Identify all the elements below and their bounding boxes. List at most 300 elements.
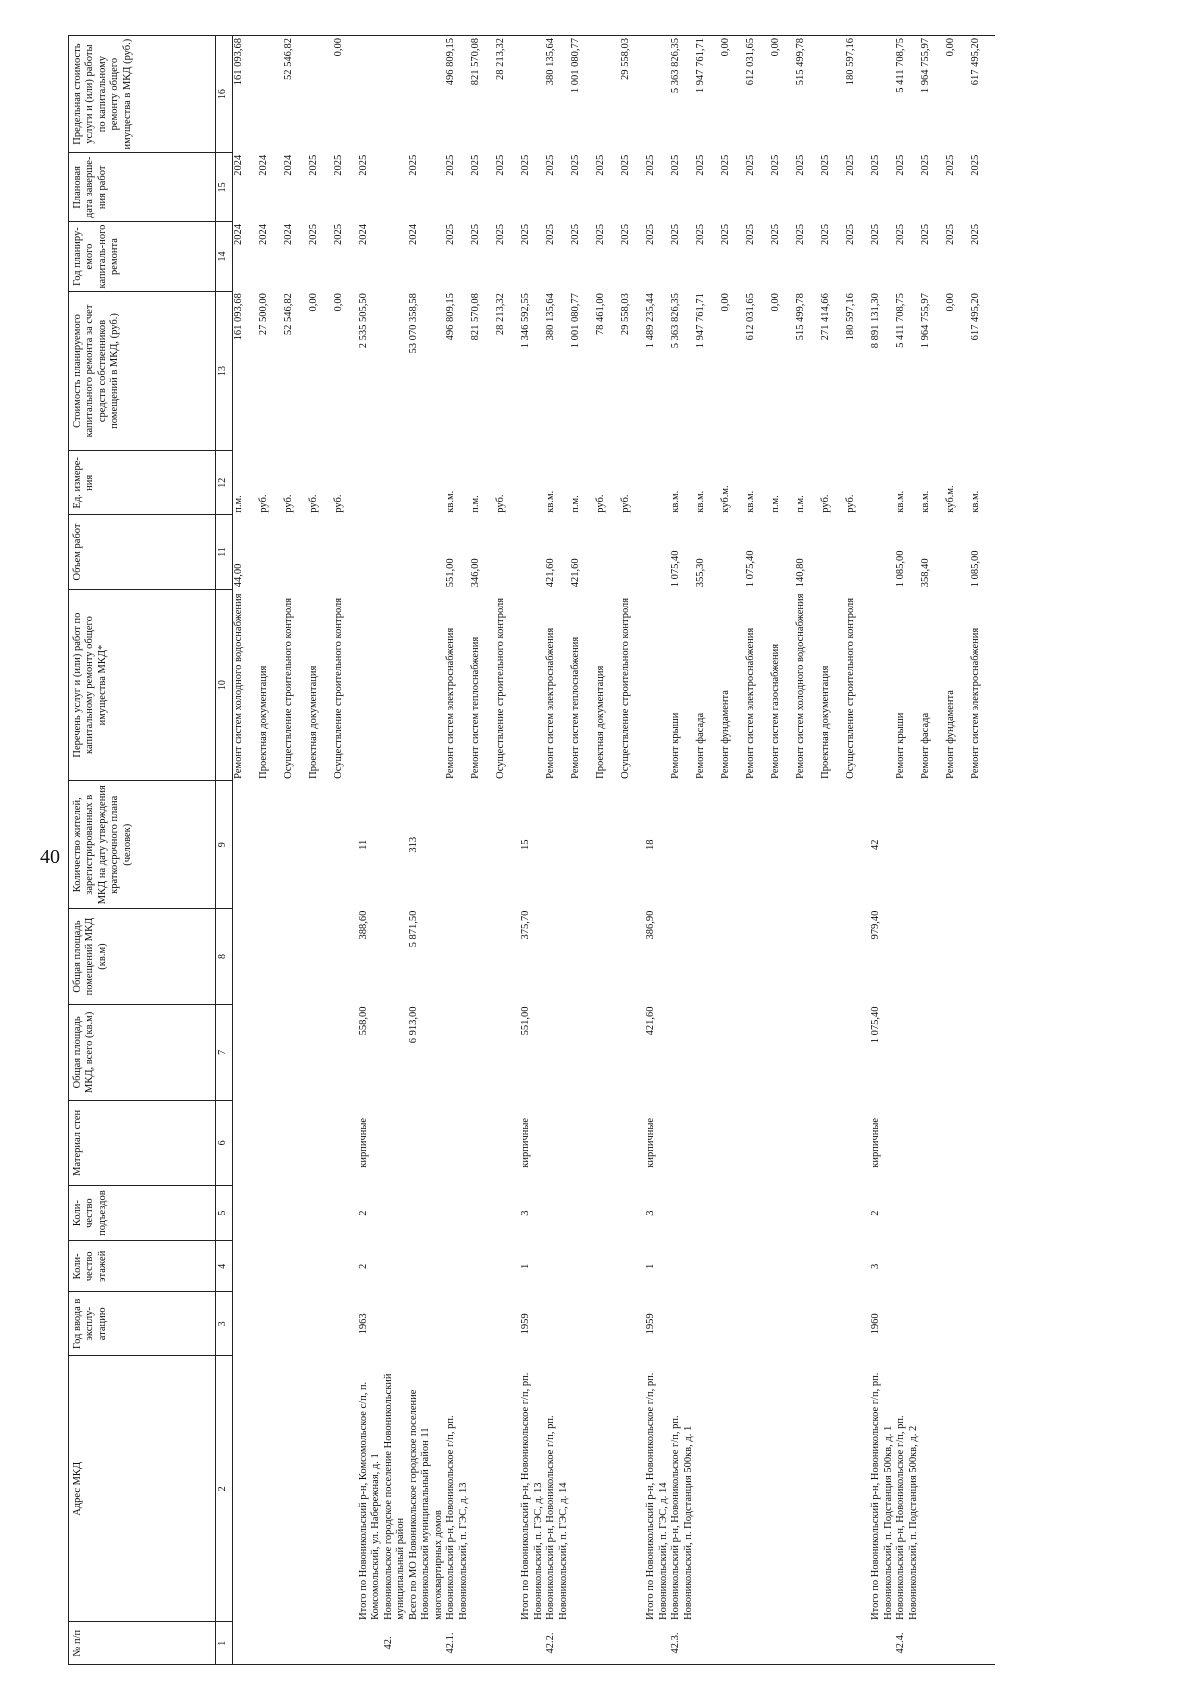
cell-col-4	[820, 1241, 845, 1292]
cell-col-3	[795, 1292, 820, 1356]
cell-col-2	[720, 1356, 745, 1622]
table-row	[645, 36, 670, 1665]
cell-col-14: 2025	[570, 223, 582, 245]
cell-col-11: 1 085,00	[970, 550, 982, 588]
cell-col-6	[408, 1100, 445, 1185]
cell-col-4	[470, 1241, 495, 1292]
cell-col-14: 2025	[770, 223, 782, 245]
cell-col-15: 2025	[770, 154, 782, 176]
cell-col-2	[283, 1356, 308, 1622]
cell-col-12: п.м.	[470, 495, 482, 513]
cell-col-2: Итого по Новоникольский р-н, Комсомольское с/п, п. Комсомольский, ул. Набережная, д. 1	[358, 1381, 382, 1620]
cell-col-6	[770, 1100, 795, 1185]
cell-col-15: 2024	[258, 154, 269, 176]
cell-col-16: 5 411 708,75	[895, 36, 920, 153]
column-number-16: 16	[216, 36, 233, 153]
cell-col-11: 1 075,40	[670, 550, 682, 588]
cell-col-5	[545, 1185, 570, 1240]
cell-col-13: 78 461,00	[595, 293, 607, 336]
cell-col-3: 1959	[645, 1313, 657, 1335]
cell-col-8	[920, 909, 945, 1005]
column-number-4: 4	[216, 1241, 233, 1292]
cell-col-11: 346,00	[470, 558, 482, 588]
table-row	[620, 36, 645, 1665]
cell-col-10: Ремонт систем газоснабжения	[770, 643, 782, 779]
cell-col-7	[570, 1004, 595, 1100]
column-number-10: 10	[216, 589, 233, 781]
cell-col-13: 0,00	[333, 293, 344, 312]
cell-col-8	[308, 909, 333, 1005]
cell-col-15: 2025	[358, 154, 369, 176]
cell-col-13: 161 093,68	[233, 293, 244, 341]
column-header-16: Предельная стоимость услуги и (или) работы по капитальному ремонту общего имущества в МКД (руб.)	[69, 36, 216, 153]
cell-col-11: 551,00	[445, 558, 457, 588]
cell-col-2	[470, 1356, 495, 1622]
column-number-12: 12	[216, 451, 233, 515]
cell-col-3	[745, 1292, 770, 1356]
cell-col-13: 0,00	[720, 293, 732, 312]
cell-col-3	[970, 1292, 995, 1356]
cell-col-7	[595, 1004, 620, 1100]
column-header-3: Год ввода в эксплу-атацию	[69, 1292, 216, 1356]
cell-col-2	[970, 1356, 995, 1622]
cell-col-6: кирпичные	[358, 1117, 369, 1168]
cell-col-14: 2025	[308, 223, 319, 245]
cell-col-3	[895, 1292, 920, 1356]
cell-col-1	[795, 1622, 820, 1665]
cell-col-4	[745, 1241, 770, 1292]
cell-col-5	[845, 1185, 870, 1240]
cell-col-1	[770, 1622, 795, 1665]
cell-col-15: 2025	[308, 154, 319, 176]
cell-col-9: 11	[358, 839, 369, 850]
cell-col-11	[408, 515, 445, 590]
cell-col-12: куб.м.	[945, 485, 957, 513]
cell-col-8	[895, 909, 920, 1005]
cell-col-4	[670, 1241, 695, 1292]
table-row	[333, 36, 358, 1665]
cell-col-5	[795, 1185, 820, 1240]
table-row	[745, 36, 770, 1665]
cell-col-14: 2025	[920, 223, 932, 245]
cell-col-13: 27 500,00	[258, 293, 269, 336]
cell-col-4	[970, 1241, 995, 1292]
cell-col-3	[545, 1292, 570, 1356]
cell-col-7	[920, 1004, 945, 1100]
cell-col-2	[820, 1356, 845, 1622]
cell-col-8	[445, 909, 470, 1005]
cell-col-16: 515 499,78	[795, 36, 820, 153]
cell-col-12: руб.	[820, 494, 832, 513]
cell-col-11	[308, 515, 333, 590]
cell-col-14: 2025	[870, 223, 882, 245]
cell-col-13: 612 031,65	[745, 293, 757, 341]
cell-col-2	[233, 1356, 259, 1622]
cell-col-12: руб.	[620, 494, 632, 513]
column-number-1: 1	[216, 1622, 233, 1665]
cell-col-16: 821 570,08	[470, 36, 495, 153]
cell-col-9	[383, 781, 408, 909]
cell-col-10: Осуществление строительного контроля	[333, 597, 344, 779]
cell-col-4	[545, 1241, 570, 1292]
cell-col-7	[795, 1004, 820, 1100]
cell-col-7	[895, 1004, 920, 1100]
cell-col-5	[233, 1185, 259, 1240]
cell-col-10: Ремонт фасада	[695, 712, 707, 779]
cell-col-1	[258, 1622, 283, 1665]
cell-col-3: 1963	[358, 1313, 369, 1335]
cell-col-16: 29 558,03	[620, 36, 645, 153]
cell-col-7	[283, 1004, 308, 1100]
cell-col-4	[408, 1241, 445, 1292]
cell-col-9	[333, 781, 358, 909]
cell-col-10	[408, 589, 445, 781]
cell-col-16: 0,00	[945, 36, 970, 153]
cell-col-8: 386,90	[645, 910, 657, 940]
cell-col-8	[845, 909, 870, 1005]
page-number: 40	[40, 846, 60, 868]
cell-col-6	[495, 1100, 520, 1185]
cell-col-2	[308, 1356, 333, 1622]
cell-col-13: 0,00	[945, 293, 957, 312]
cell-col-1	[945, 1622, 970, 1665]
cell-col-10: Ремонт фасада	[920, 712, 932, 779]
cell-col-14: 2025	[745, 223, 757, 245]
cell-col-3	[383, 1292, 408, 1356]
cell-col-7	[945, 1004, 970, 1100]
cell-col-15: 2025	[845, 154, 857, 176]
cell-col-13: 1 947 761,71	[695, 293, 707, 349]
table-row	[870, 36, 895, 1665]
cell-col-1	[745, 1622, 770, 1665]
cell-col-9: 42	[870, 839, 882, 850]
cell-col-1	[233, 1622, 259, 1665]
cell-col-14: 2025	[895, 223, 907, 245]
cell-col-1	[595, 1622, 620, 1665]
cell-col-13: 1 489 235,44	[645, 293, 657, 349]
cell-col-9	[545, 781, 570, 909]
cell-col-12: кв.м.	[970, 490, 982, 513]
cell-col-8	[670, 909, 695, 1005]
column-number-6: 6	[216, 1100, 233, 1185]
cell-col-5	[283, 1185, 308, 1240]
cell-col-6	[545, 1100, 570, 1185]
cell-col-1: 42.4.	[895, 1622, 920, 1665]
cell-col-3	[670, 1292, 695, 1356]
cell-col-5	[333, 1185, 358, 1240]
cell-col-15: 2025	[820, 154, 832, 176]
cell-col-4	[283, 1241, 308, 1292]
column-number-7: 7	[216, 1004, 233, 1100]
cell-col-16: 180 597,16	[845, 36, 870, 153]
cell-col-15: 2025	[445, 154, 457, 176]
column-header-7: Общая площадь МКД, всего (кв.м)	[69, 1004, 216, 1100]
cell-col-13: 29 558,03	[620, 293, 632, 336]
cell-col-7: 551,00	[520, 1006, 532, 1036]
cell-col-5	[383, 1185, 408, 1240]
column-header-8: Общая площадь помещений МКД (кв.м)	[69, 909, 216, 1005]
cell-col-11: 44,00	[233, 563, 244, 588]
cell-col-2: Всего по МО Новоникольское городское поселение Новоникольский муниципальный район 11 многоквартирных домов	[408, 1389, 444, 1620]
cell-col-5: 2	[358, 1210, 369, 1216]
cell-col-15: 2025	[620, 154, 632, 176]
cell-col-5	[720, 1185, 745, 1240]
cell-col-2	[920, 1356, 945, 1622]
column-number-13: 13	[216, 291, 233, 451]
column-number-row	[216, 36, 233, 1665]
cell-col-6	[920, 1100, 945, 1185]
cell-col-10: Осуществление строительного контроля	[495, 597, 507, 779]
cell-col-7	[845, 1004, 870, 1100]
cell-col-10: Ремонт систем электроснабжения	[970, 627, 982, 779]
cell-col-4	[308, 1241, 333, 1292]
cell-col-16: 612 031,65	[745, 36, 770, 153]
cell-col-2	[770, 1356, 795, 1622]
column-header-11: Объем работ	[69, 515, 216, 590]
cell-col-8	[595, 909, 620, 1005]
cell-col-4	[570, 1241, 595, 1292]
cell-col-6	[720, 1100, 745, 1185]
cell-col-2	[620, 1356, 645, 1622]
cell-col-13: 2 535 505,50	[358, 293, 369, 349]
cell-col-13: 821 570,08	[470, 293, 482, 341]
cell-col-11	[358, 515, 383, 590]
column-header-5: Коли-чество подъездов	[69, 1185, 216, 1240]
cell-col-16: 161 093,68	[233, 36, 259, 153]
cell-col-14: 2025	[545, 223, 557, 245]
cell-col-16	[870, 36, 895, 153]
cell-col-14: 2025	[620, 223, 632, 245]
cell-col-8	[945, 909, 970, 1005]
cell-col-4	[770, 1241, 795, 1292]
cell-col-11	[945, 515, 970, 590]
cell-col-11: 355,30	[695, 558, 707, 588]
cell-col-2	[595, 1356, 620, 1622]
cell-col-12	[520, 451, 545, 515]
cell-col-1	[470, 1622, 495, 1665]
cell-col-10: Ремонт фундамента	[720, 690, 732, 779]
cell-col-6	[445, 1100, 470, 1185]
cell-col-11: 421,60	[545, 558, 557, 588]
column-header-2: Адрес МКД	[69, 1356, 216, 1622]
column-header-12: Ед. измере-ния	[69, 451, 216, 515]
cell-col-5	[308, 1185, 333, 1240]
cell-col-7	[308, 1004, 333, 1100]
cell-col-2	[795, 1356, 820, 1622]
column-header-10: Перечень услуг и (или) работ по капитальному ремонту общего имущества МКД*	[69, 589, 216, 781]
cell-col-15: 2025	[470, 154, 482, 176]
cell-col-9	[795, 781, 820, 909]
cell-col-1: 42.2.	[545, 1622, 570, 1665]
cell-col-4: 2	[358, 1263, 369, 1269]
cell-col-3	[495, 1292, 520, 1356]
cell-col-3	[283, 1292, 308, 1356]
column-number-15: 15	[216, 153, 233, 222]
cell-col-12: куб.м.	[720, 485, 732, 513]
cell-col-7	[620, 1004, 645, 1100]
cell-col-13: 1 346 592,55	[520, 293, 532, 349]
cell-col-16: 1 001 080,77	[570, 36, 595, 153]
cell-col-10: Ремонт систем холодного водоснабжения	[233, 593, 244, 779]
cell-col-15: 2025	[970, 154, 982, 176]
cell-col-10: Осуществление строительного контроля	[620, 597, 632, 779]
cell-col-1	[333, 1622, 358, 1665]
cell-col-2	[745, 1356, 770, 1622]
cell-col-7	[670, 1004, 695, 1100]
cell-col-16	[383, 36, 408, 153]
header-row	[69, 36, 216, 1665]
cell-col-1	[308, 1622, 333, 1665]
cell-col-7	[820, 1004, 845, 1100]
cell-col-2: Новоникольский р-н, Новоникольское г/п, рп. Новоникольский, п. Подстанция 500кв, д. 1	[670, 1415, 694, 1620]
cell-col-15: 2025	[408, 154, 419, 176]
cell-col-14: 2025	[695, 223, 707, 245]
cell-col-6	[233, 1100, 259, 1185]
cell-col-2	[495, 1356, 520, 1622]
cell-col-7	[745, 1004, 770, 1100]
cell-col-7	[333, 1004, 358, 1100]
cell-col-14: 2025	[445, 223, 457, 245]
cell-col-8	[233, 909, 259, 1005]
cell-col-13: 271 414,66	[820, 293, 832, 341]
column-header-9: Количество жителей, зарегистрированных в МКД на дату утверждения краткосрочного плана (человек)	[69, 781, 216, 909]
cell-col-14: 2025	[970, 223, 982, 245]
cell-col-2	[845, 1356, 870, 1622]
cell-col-6: кирпичные	[520, 1117, 532, 1168]
cell-col-5	[258, 1185, 283, 1240]
cell-col-15: 2025	[595, 154, 607, 176]
cell-col-14: 2025	[645, 223, 657, 245]
cell-col-13: 617 495,20	[970, 293, 982, 341]
cell-col-6: кирпичные	[870, 1117, 882, 1168]
cell-col-12: руб.	[495, 494, 507, 513]
cell-col-15: 2024	[283, 154, 294, 176]
cell-col-10: Ремонт систем холодного водоснабжения	[795, 593, 807, 779]
cell-col-8	[495, 909, 520, 1005]
cell-col-3	[308, 1292, 333, 1356]
cell-col-9	[970, 781, 995, 909]
cell-col-11	[258, 515, 283, 590]
table-row	[895, 36, 920, 1665]
cell-col-7	[695, 1004, 720, 1100]
cell-col-12: руб.	[845, 494, 857, 513]
cell-col-1	[645, 1622, 670, 1665]
cell-col-15: 2025	[495, 154, 507, 176]
cell-col-5	[970, 1185, 995, 1240]
cell-col-5	[445, 1185, 470, 1240]
cell-col-9: 15	[520, 839, 532, 850]
cell-col-13: 1 001 080,77	[570, 293, 582, 349]
cell-col-10	[645, 589, 670, 781]
cell-col-5	[495, 1185, 520, 1240]
table-row	[595, 36, 620, 1665]
cell-col-15: 2025	[720, 154, 732, 176]
cell-col-12	[383, 451, 408, 515]
table-row	[358, 36, 383, 1665]
table-row	[570, 36, 595, 1665]
cell-col-2	[333, 1356, 358, 1622]
cell-col-14	[383, 222, 408, 291]
cell-col-16: 1 947 761,71	[695, 36, 720, 153]
cell-col-8	[970, 909, 995, 1005]
column-header-4: Коли-чество этажей	[69, 1241, 216, 1292]
cell-col-3	[845, 1292, 870, 1356]
cell-col-5	[695, 1185, 720, 1240]
cell-col-16: 0,00	[770, 36, 795, 153]
cell-col-9: 18	[645, 839, 657, 850]
cell-col-10: Ремонт крыши	[895, 712, 907, 779]
cell-col-15: 2025	[645, 154, 657, 176]
cell-col-14: 2025	[845, 223, 857, 245]
column-header-15: Плановая дата заверше-ния работ	[69, 153, 216, 222]
cell-col-2: Новоникольский р-н, Новоникольское г/п, рп. Новоникольский, п. Подстанция 500кв, д. 2	[895, 1415, 919, 1620]
cell-col-13: 515 499,78	[795, 293, 807, 341]
cell-col-12: кв.м.	[670, 490, 682, 513]
cell-col-15: 2025	[795, 154, 807, 176]
cell-col-1	[920, 1622, 945, 1665]
cell-col-12: п.м.	[570, 495, 582, 513]
cell-col-13	[383, 291, 408, 451]
cell-col-9	[720, 781, 745, 909]
cell-col-8	[570, 909, 595, 1005]
cell-col-6	[795, 1100, 820, 1185]
cell-col-12: кв.м.	[445, 490, 457, 513]
cell-col-1	[358, 1622, 383, 1665]
cell-col-13: 0,00	[308, 293, 319, 312]
cell-col-8	[258, 909, 283, 1005]
cell-col-12: руб.	[258, 494, 269, 513]
cell-col-11	[520, 515, 545, 590]
cell-col-7	[545, 1004, 570, 1100]
cell-col-10: Ремонт систем электроснабжения	[745, 627, 757, 779]
cell-col-9	[570, 781, 595, 909]
cell-col-9	[770, 781, 795, 909]
cell-col-8	[333, 909, 358, 1005]
cell-col-9	[895, 781, 920, 909]
table-row	[720, 36, 745, 1665]
cell-col-11	[283, 515, 308, 590]
cell-col-12	[408, 451, 445, 515]
cell-col-16	[595, 36, 620, 153]
rotated-table-container	[68, 35, 1138, 1665]
cell-col-1: 42.	[383, 1622, 408, 1665]
table-row	[670, 36, 695, 1665]
table-row	[408, 36, 445, 1665]
cell-col-5	[820, 1185, 845, 1240]
cell-col-9: 313	[408, 836, 419, 853]
capital-repair-table	[68, 35, 995, 1665]
cell-col-6	[308, 1100, 333, 1185]
cell-col-8: 375,70	[520, 910, 532, 940]
cell-col-8	[470, 909, 495, 1005]
cell-col-12: руб.	[308, 494, 319, 513]
cell-col-12: кв.м.	[895, 490, 907, 513]
cell-col-8	[795, 909, 820, 1005]
table-body	[233, 36, 996, 1665]
cell-col-4	[920, 1241, 945, 1292]
cell-col-4	[945, 1241, 970, 1292]
cell-col-15	[383, 153, 408, 222]
cell-col-5: 3	[645, 1210, 657, 1216]
cell-col-14: 2024	[408, 223, 419, 245]
cell-col-7: 6 913,00	[408, 1006, 419, 1044]
cell-col-9	[470, 781, 495, 909]
cell-col-8	[745, 909, 770, 1005]
cell-col-6	[820, 1100, 845, 1185]
cell-col-4: 3	[870, 1263, 882, 1269]
cell-col-10	[870, 589, 895, 781]
cell-col-16: 28 213,32	[495, 36, 520, 153]
